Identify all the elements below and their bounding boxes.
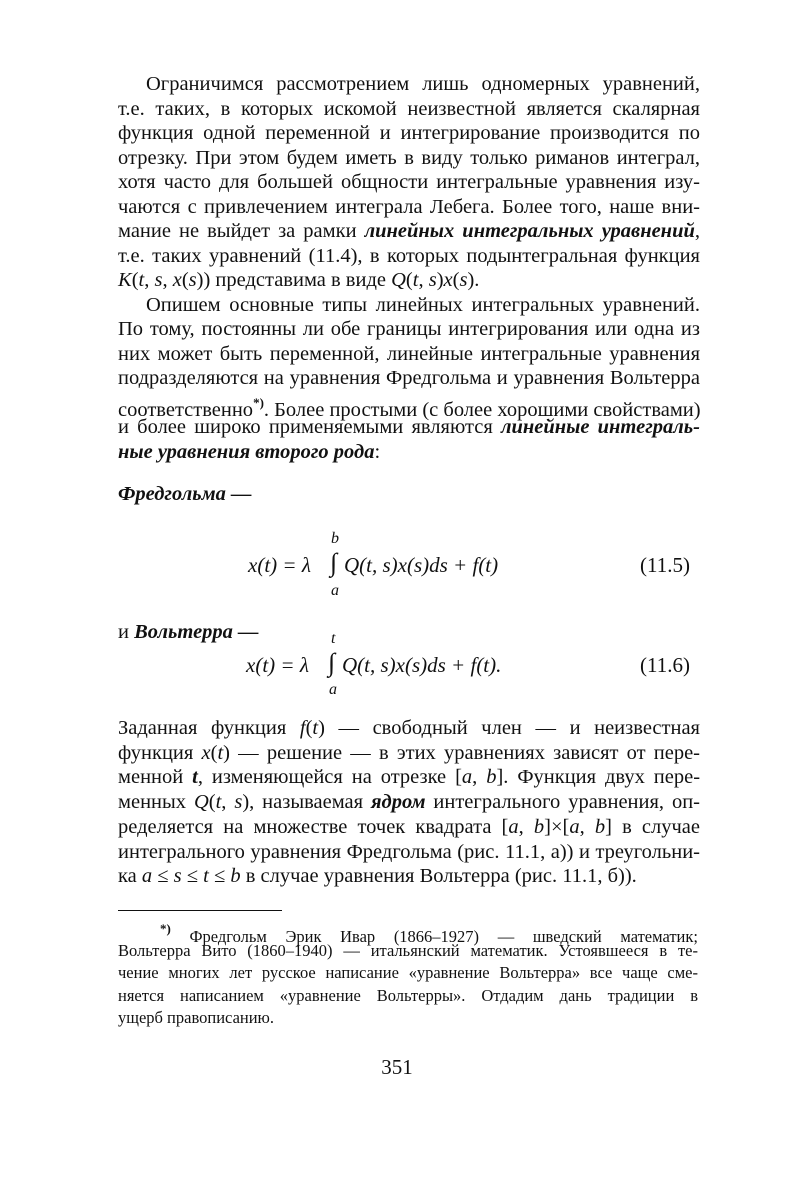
text-span: . Более простыми (с более хорошими свойствами) [263,398,701,421]
emphasis-span: s [154,269,163,291]
text-line [118,1007,698,1029]
emphasis-span: f [299,717,306,739]
text-span: няется написанием «уравнение Вольтерры». Отдадим дань традиции в [118,985,698,1005]
text-span: )) представима в виде [196,269,392,291]
text-span: По тому, постоянны ли обе границы интегрирования или одна из [118,318,700,340]
emphasis-span: Q [193,791,209,814]
text-span: ). [467,269,480,291]
text-span: ≤ [152,865,174,888]
text-span: ка [118,865,142,888]
text-span: , [518,815,534,838]
text-span: подразделяются на уравнения Фредгольма и уравнения Вольтерра [118,367,700,389]
text-span: Ограничимся рассмотрением лишь одномерных уравнений, [146,73,700,95]
lower-limit: a [331,582,339,599]
text-span: ( [452,269,460,291]
footnote-marker: *) [160,921,171,936]
text-span: ≤ [181,865,204,888]
emphasis-span: Q [391,269,406,291]
emphasis-span: линейных интегральных уравнений [364,220,695,242]
text-span: функция одной переменной и интегрирование производится по [118,122,700,144]
footnote-marker: *) [253,394,264,410]
text-span: ( [305,717,313,739]
text-line [118,244,700,268]
text-line [118,219,700,243]
equation-number: (11.6) [640,653,690,677]
lower-limit: a [329,681,337,698]
emphasis-span: s [234,791,243,814]
text-span: интегрального уравнения, оп- [425,791,700,814]
footnote-divider [118,910,282,911]
text-span: интегрального уравнения Фредгольма (рис. 11.1, а)) и треугольни- [118,840,700,863]
text-span: ]. Функция двух пере- [496,766,701,789]
text-span: чение многих лет русское написание «уравнение Вольтерра» все чаще сме- [118,963,698,983]
emphasis-span: a [141,865,153,888]
text-span: Опишем основные типы линейных интегральных уравнений. [146,293,700,316]
emphasis-span: a [508,815,519,838]
text-line [118,940,698,962]
emphasis-span: t [215,791,222,814]
text-span: ] в случае [605,815,701,838]
text-span: т.е. таких, в которых искомой неизвестной является скалярная [118,97,700,120]
text-span: менных [118,791,194,814]
text-span: ]×[ [544,815,570,838]
text-span: отрезку. При этом будем иметь в виду только риманов интеграл, [118,146,700,169]
emphasis-span: x [201,741,211,764]
text-span: ( [181,269,189,291]
text-span: ущерб правописанию. [118,1007,275,1027]
text-span: ≤ [208,865,231,888]
integral-sign: ∫ [328,648,336,677]
text-line [118,415,700,439]
emphasis-span: t [203,865,209,888]
text-span: ( [405,269,413,291]
eq-body: Q(t, s)x(s)ds + f(t). [342,653,502,677]
text-span: Заданная функция [118,717,300,739]
emphasis-span: t [138,269,145,291]
emphasis-span: s [428,269,437,291]
text-span: ) — решение — в этих уравнениях зависят от пере- [223,741,701,764]
text-line [118,121,700,145]
text-line [146,293,700,317]
text-span: ( [210,741,218,764]
text-span: , [472,766,487,789]
equation-number: (11.5) [640,553,690,577]
emphasis-span: t [312,717,319,739]
text-span: , [694,220,700,242]
fredholm-label: Фредгольма — [118,483,252,505]
text-line [118,342,700,366]
text-span: ) — свободный член — и неизвестная [318,717,700,739]
emphasis-span: s [188,269,197,291]
integral-sign: ∫ [330,548,338,577]
text-line [118,268,700,292]
text-span: ределяется на множестве точек квадрата [ [118,815,509,838]
text-line [118,170,700,194]
text-span: чаются с привлечением интеграла Лебега. Более того, наше вни- [118,195,700,218]
volterra-label: Вольтерра — [134,621,259,643]
text-span: , [418,269,429,291]
emphasis-span: t [217,741,224,764]
text-span: ( [131,269,139,291]
text-span: и более широко применяемыми являются [118,416,501,438]
text-span: Вольтерра Вито (1860–1940) — итальянский математик. Устоявшееся в те- [118,941,698,961]
text-span: ) [436,269,444,291]
eq-lhs: x(t) = λ [246,653,309,677]
text-line [118,440,700,464]
text-line [118,765,700,789]
text-span: , [579,815,595,838]
text-span: Фредгольм Эрик Ивар (1866–1927) — шведский математик; [170,927,698,946]
text-line [118,741,700,765]
text-span: , изменяющейся на отрезке [ [197,766,462,789]
emphasis-span: b [533,815,545,838]
emphasis-span: ядром [371,791,426,814]
text-line [118,962,698,984]
text-line [118,985,698,1007]
emphasis-span: a [569,815,580,838]
text-line [146,72,700,96]
eq-lhs: x(t) = λ [248,553,311,577]
text-line [118,840,700,864]
text-span: : [374,440,381,463]
emphasis-span: t [192,766,198,789]
text-span: функция [118,741,202,764]
text-span: соответственно [118,398,254,421]
page-number: 351 [381,1055,413,1079]
text-line [118,815,700,839]
volterra-prefix: и [118,621,135,643]
text-span: ( [208,791,216,814]
emphasis-span: b [230,865,241,888]
text-span: , [221,791,235,814]
text-span: , [144,269,155,291]
emphasis-span: x [172,269,182,291]
emphasis-span: K [118,269,132,291]
text-span: мание не выйдет за рамки [118,220,365,242]
emphasis-span: b [486,766,497,789]
upper-limit: t [331,630,336,647]
eq-body: Q(t, s)x(s)ds + f(t) [344,553,499,577]
text-span: , [162,269,173,291]
fredholm-heading [118,482,700,506]
emphasis-span: a [461,766,473,789]
text-span: них может быть переменной, линейные интегральные уравнения [118,342,700,365]
emphasis-span: линейные интеграль- [500,416,700,438]
text-span: в случае уравнения Вольтерра (рис. 11.1, б)). [240,865,637,888]
text-line [118,864,700,888]
text-span: т.е. таких уравнений (11.4), в которых подынтегральная функция [118,244,700,267]
upper-limit: b [331,530,339,547]
text-line [118,195,700,219]
text-line [118,790,700,814]
emphasis-span: t [412,269,419,291]
text-span: ), называемая [242,791,371,814]
emphasis-span: x [443,269,453,291]
text-line [118,97,700,121]
text-line [118,366,700,390]
emphasis-span: s [459,269,468,291]
text-line [118,716,700,740]
volterra-heading [118,620,700,644]
emphasis-span: s [173,865,182,888]
text-span: хотя часто для большей общности интегральные уравнения изу- [118,171,700,193]
text-line [118,317,700,341]
emphasis-span: ные уравнения второго рода [118,440,375,463]
text-span: менной [118,766,193,789]
text-line [118,146,700,170]
emphasis-span: b [594,815,606,838]
